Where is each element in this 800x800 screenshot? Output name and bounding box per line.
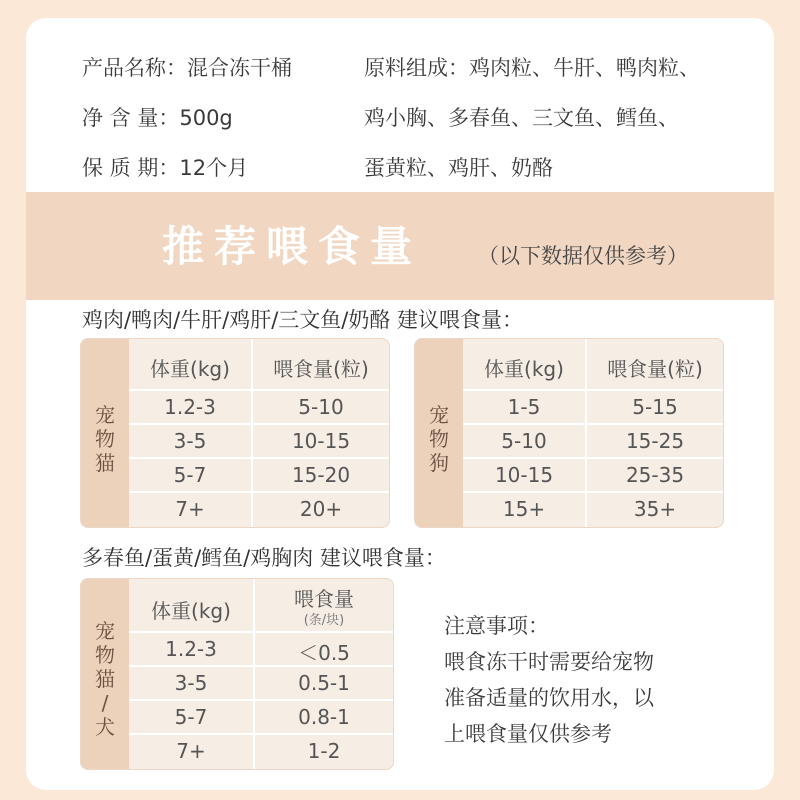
cell-weight: 1-5 <box>507 395 541 419</box>
row-divider <box>463 491 723 493</box>
header-amount: 喂食量(粒) <box>273 357 369 381</box>
notes-line: 喂食冻干时需要给宠物 <box>444 650 654 674</box>
ingredients-line-1: 原料组成：鸡肉粒、牛肝、鸭肉粒、 <box>364 56 700 80</box>
row-divider <box>129 423 389 425</box>
header-weight: 体重(kg) <box>484 357 564 381</box>
side-label-char: 狗 <box>429 451 449 475</box>
row-divider <box>463 423 723 425</box>
cell-amount: 5-15 <box>632 395 678 419</box>
side-label-char: 宠 <box>95 619 115 643</box>
cell-weight: 3-5 <box>173 429 207 453</box>
side-label-char: / <box>101 691 109 715</box>
product-card <box>26 18 774 790</box>
mixed-feeding-table <box>80 578 394 770</box>
feeding-banner <box>26 192 774 300</box>
ingredients-line-3: 蛋黄粒、鸡肝、奶酪 <box>364 156 553 180</box>
banner-subtitle: （以下数据仅供参考） <box>478 244 688 268</box>
row-divider <box>129 631 393 633</box>
row-divider <box>129 457 389 459</box>
banner-title: 推荐喂食量 <box>162 222 423 271</box>
row-divider <box>129 491 389 493</box>
product-name: 产品名称：混合冻干桶 <box>82 56 292 80</box>
row-divider <box>463 457 723 459</box>
cell-amount: 35+ <box>633 497 677 521</box>
row-divider <box>129 389 389 391</box>
cell-weight: 1.2-3 <box>164 395 216 419</box>
cell-amount: ＜0.5 <box>298 641 350 665</box>
cell-amount: 15-25 <box>625 429 685 453</box>
side-label-char: 猫 <box>95 667 115 691</box>
cell-weight: 5-7 <box>173 463 207 487</box>
cell-amount: 1-2 <box>307 739 341 763</box>
cell-weight: 1.2-3 <box>165 637 217 661</box>
cell-amount: 20+ <box>299 497 343 521</box>
cell-weight: 7+ <box>176 739 206 763</box>
section2-title: 多春鱼/蛋黄/鳕鱼/鸡胸肉 建议喂食量： <box>82 546 446 570</box>
cell-amount: 15-20 <box>291 463 351 487</box>
side-label-char: 宠 <box>429 403 449 427</box>
side-label-char: 物 <box>429 427 449 451</box>
cat-feeding-table <box>80 338 390 528</box>
notes-title: 注意事项： <box>444 614 549 638</box>
shelf-life: 保 质 期：12个月 <box>82 156 249 180</box>
cell-amount: 0.5-1 <box>298 671 350 695</box>
cell-weight: 3-5 <box>174 671 208 695</box>
cell-amount: 0.8-1 <box>298 705 350 729</box>
header-weight: 体重(kg) <box>151 599 231 623</box>
row-divider <box>129 699 393 701</box>
ingredients-line-2: 鸡小胸、多春鱼、三文鱼、鳕鱼、 <box>364 106 679 130</box>
cell-amount: 10-15 <box>291 429 351 453</box>
side-label-char: 物 <box>95 643 115 667</box>
header-amount: 喂食量 <box>294 587 354 611</box>
cell-amount: 25-35 <box>625 463 685 487</box>
notes-line: 上喂食量仅供参考 <box>444 722 612 746</box>
cell-amount: 5-10 <box>298 395 344 419</box>
header-weight: 体重(kg) <box>150 357 230 381</box>
notes-line: 准备适量的饮用水，以 <box>444 686 654 710</box>
header-amount-unit: (条/块) <box>303 613 345 628</box>
net-weight: 净 含 量：500g <box>82 106 233 130</box>
cell-weight: 10-15 <box>494 463 554 487</box>
side-label-char: 宠 <box>95 403 115 427</box>
cell-weight: 7+ <box>175 497 205 521</box>
cell-weight: 5-7 <box>174 705 208 729</box>
side-label-char: 犬 <box>95 715 115 739</box>
cell-weight: 15+ <box>502 497 546 521</box>
side-label-char: 猫 <box>95 451 115 475</box>
row-divider <box>129 733 393 735</box>
row-divider <box>463 389 723 391</box>
cell-weight: 5-10 <box>501 429 547 453</box>
section1-title: 鸡肉/鸭肉/牛肝/鸡肝/三文鱼/奶酪 建议喂食量： <box>82 308 524 332</box>
side-label-char: 物 <box>95 427 115 451</box>
header-amount: 喂食量(粒) <box>607 357 703 381</box>
dog-feeding-table <box>414 338 724 528</box>
